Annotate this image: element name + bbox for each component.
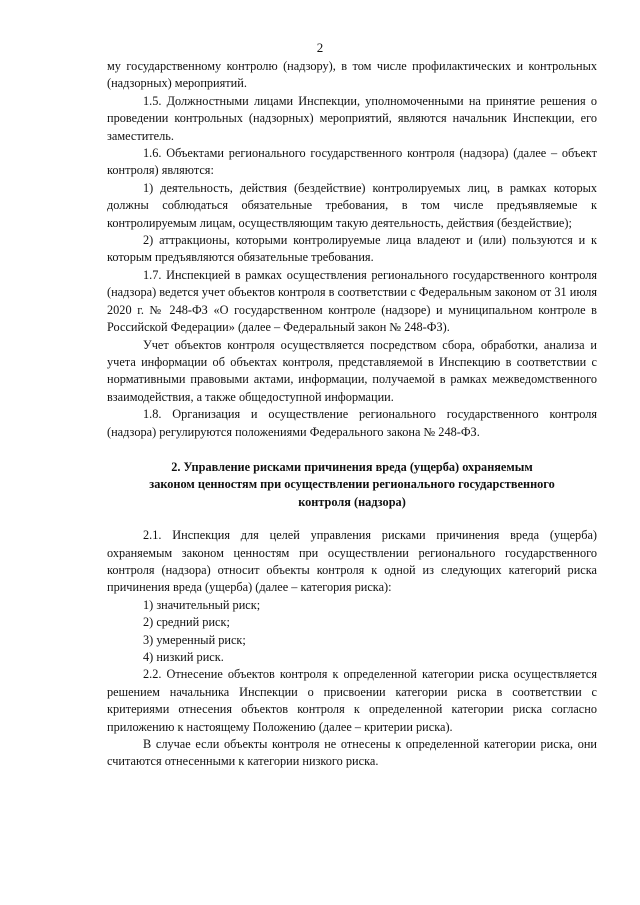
paragraph-1-7: 1.7. Инспекцией в рамках осуществления регионального государственного контроля (надзора) ведется учет объектов контроля в соответствии с Федеральным законом от 31 июля 2020 г. № 248-ФЗ «О государственном контроле (надзоре) и муниципальном контроле в Российской Федерации» (далее – Федеральный закон № 248-ФЗ). <box>107 267 597 335</box>
risk-category-1: 1) значительный риск; <box>143 597 261 612</box>
paragraph-1-7-accounting: Учет объектов контроля осуществляется посредством сбора, обработки, анализа и учета информации об объектах контроля, представляемой в Инспекцию в соответствии с нормативными правовыми актами, информации, получаемой в рамках межведомственного взаимодействия, а также общедоступной информации. <box>107 337 597 404</box>
paragraph-1-8: 1.8. Организация и осуществление регионального государственного контроля (надзора) регулируются положениями Федерального закона № 248-ФЗ. <box>107 407 597 439</box>
section-2-heading-line-2: законом ценностям при осуществлении регионального государственного <box>149 477 555 492</box>
paragraph-1-5: 1.5. Должностными лицами Инспекции, уполномоченными на принятие решения о проведении контрольных (надзорных) мероприятий, являются начальник Инспекции, его заместитель. <box>107 93 597 143</box>
section-2-heading-line-3: контроля (надзора) <box>298 494 406 509</box>
document-body <box>107 58 597 771</box>
paragraph-2-2-default-risk: В случае если объекты контроля не отнесены к определенной категории риска, они считаются отнесенными к категории низкого риска. <box>107 737 597 769</box>
risk-category-2: 2) средний риск; <box>143 615 230 630</box>
section-2-heading-line-1: 2. Управление рисками причинения вреда (ущерба) охраняемым <box>171 459 533 474</box>
paragraph-1-6-item-2: 2) аттракционы, которыми контролируемые лица владеют и (или) пользуются и к которым предъявляются обязательные требования. <box>107 233 597 265</box>
paragraph-continuation: му государственному контролю (надзору), в том числе профилактических и контрольных (надзорных) мероприятий. <box>107 59 597 91</box>
paragraph-2-1: 2.1. Инспекция для целей управления рисками причинения вреда (ущерба) охраняемым законом ценностям при осуществлении регионального государственного контроля (надзора) относит объекты контроля к одной из следующих категорий риска причинения вреда (ущерба) (далее – категория риска): <box>107 528 597 595</box>
risk-category-4: 4) низкий риск. <box>143 650 224 664</box>
paragraph-1-6: 1.6. Объектами регионального государственного контроля (надзора) (далее – объект контроля) являются: <box>107 146 597 178</box>
section-2-heading <box>107 459 597 511</box>
paragraph-2-2: 2.2. Отнесение объектов контроля к определенной категории риска осуществляется решением начальника Инспекции о присвоении категории риска в соответствии с критериями отнесения объектов контроля к определенной категории риска согласно приложению к настоящему Положению (далее – критерии риска). <box>107 667 597 734</box>
page-number: 2 <box>316 40 324 55</box>
risk-category-3: 3) умеренный риск; <box>143 632 246 647</box>
paragraph-1-6-item-1: 1) деятельность, действия (бездействие) контролируемых лиц, в рамках которых должны соблюдаться обязательные требования, в том числе предъявляемые к контролируемым лицам, осуществляющим такую деятельность, действия (бездействие); <box>107 180 597 230</box>
